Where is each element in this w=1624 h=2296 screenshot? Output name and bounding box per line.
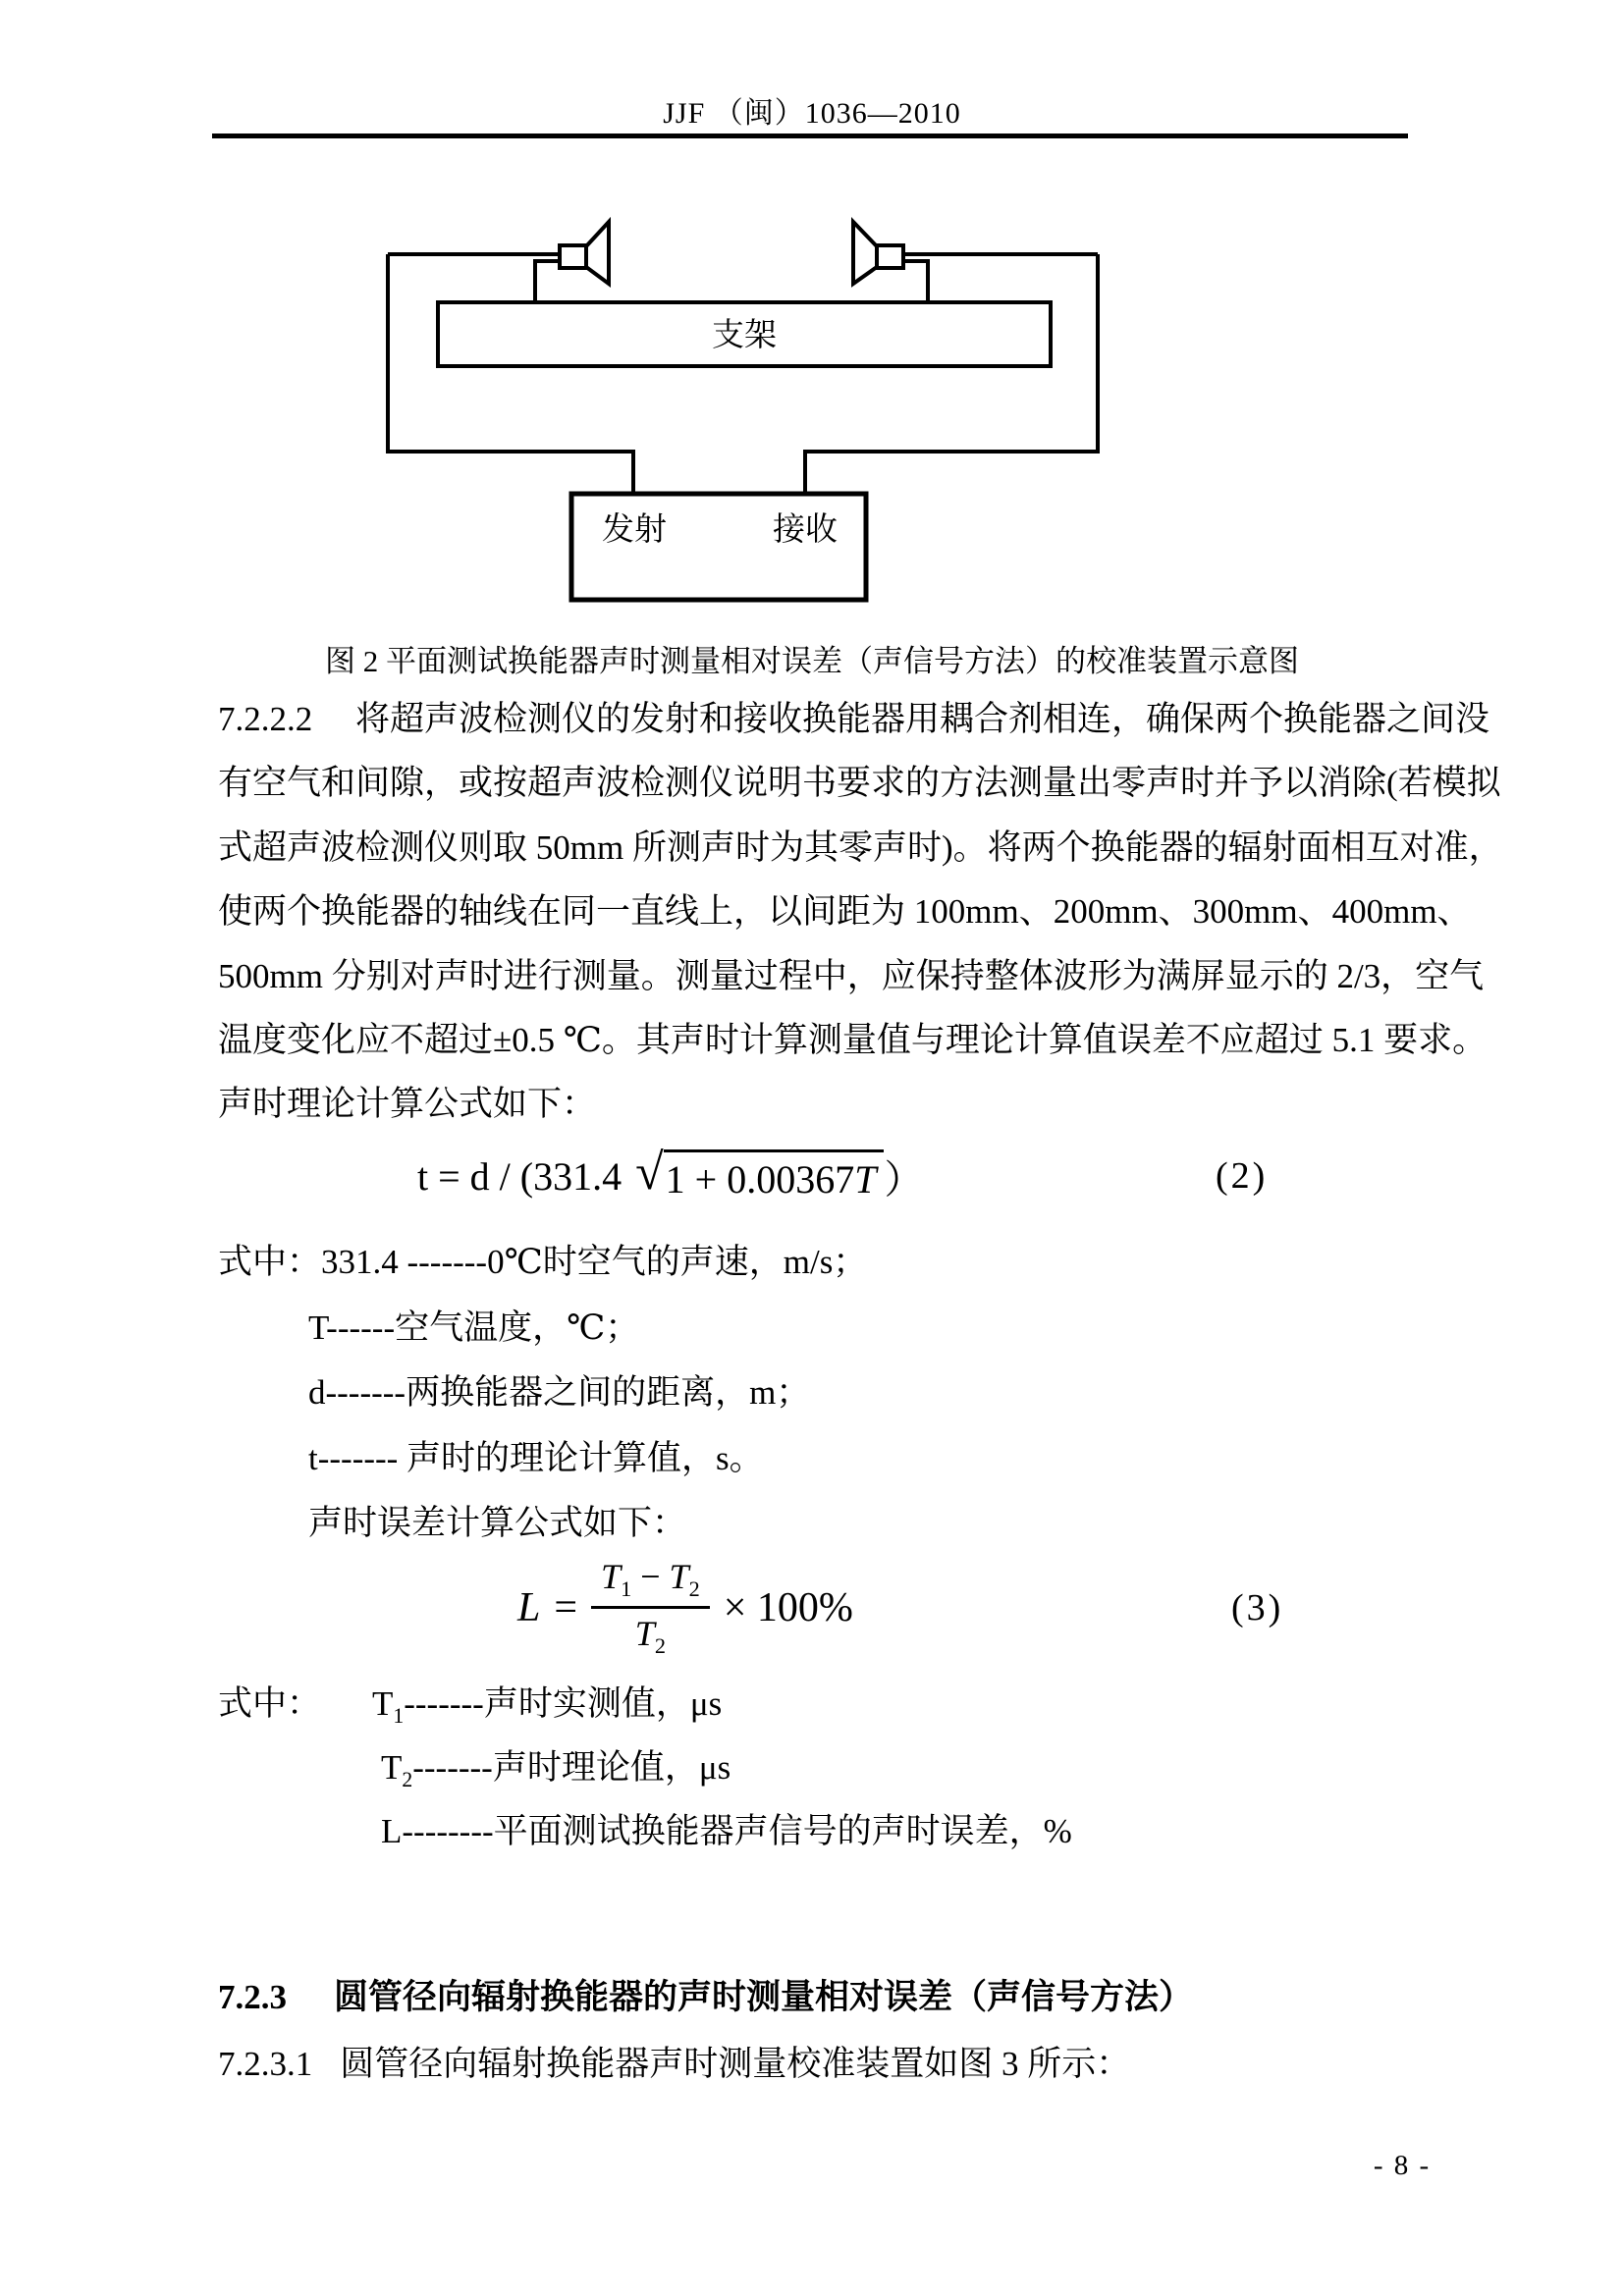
figure2-caption: 图 2 平面测试换能器声时测量相对误差（声信号方法）的校准装置示意图 bbox=[325, 644, 1299, 678]
paragraph-7-2-2-2 bbox=[218, 687, 1503, 1137]
fraction-denominator bbox=[635, 1609, 666, 1659]
term-base: T bbox=[381, 1748, 403, 1787]
formula-3-row bbox=[218, 1551, 1406, 1664]
numerator-var-a: T bbox=[601, 1556, 622, 1596]
section-title: 圆管径向辐射换能器的声时测量相对误差（声信号方法） bbox=[334, 1978, 1194, 2016]
term-line bbox=[218, 1799, 1406, 1863]
paragraph-line: 温度变化应不超过±0.5 ℃。其声时计算测量值与理论计算值误差不应超过 5.1 要求。 bbox=[218, 1020, 1488, 1059]
fraction bbox=[591, 1556, 710, 1659]
term-line: 声时误差计算公式如下： bbox=[308, 1504, 687, 1542]
paragraph-line: 有空气和间隙，或按超声波检测仪说明书要求的方法测量出零声时并予以消除(若模拟 bbox=[218, 764, 1501, 803]
numerator-var-b: T bbox=[669, 1556, 689, 1596]
square-root bbox=[635, 1145, 884, 1202]
section-7-2-3-1 bbox=[218, 2035, 1406, 2094]
transmit-label: 发射 bbox=[602, 512, 667, 548]
page-number: - 8 - bbox=[1373, 2150, 1432, 2181]
term-sub: 2 bbox=[402, 1768, 413, 1791]
left-transducer-body bbox=[560, 245, 586, 268]
formula2-rhs: ） bbox=[884, 1156, 924, 1201]
term-base: T bbox=[372, 1684, 394, 1723]
section-heading-7-2-3 bbox=[218, 1968, 1406, 2027]
frame-left-path bbox=[388, 254, 633, 494]
radical-sign: √ bbox=[635, 1145, 664, 1201]
document-header: JJF （闽）1036—2010 bbox=[663, 97, 961, 130]
header-rule bbox=[212, 133, 1408, 138]
figure2-diagram bbox=[363, 201, 1119, 609]
term-line: d-------两换能器之间的距离，m； bbox=[308, 1373, 811, 1412]
numerator-sub-b: 2 bbox=[688, 1576, 700, 1601]
radicand bbox=[664, 1149, 885, 1202]
term-rest: -------声时理论值，μs bbox=[412, 1748, 731, 1787]
numerator-sub-a: 1 bbox=[621, 1576, 632, 1601]
fraction-numerator bbox=[591, 1556, 710, 1609]
formula2-lhs: t = d / (331.4 bbox=[417, 1153, 623, 1199]
term-rest: -------声时实测值，μs bbox=[404, 1684, 723, 1723]
right-post bbox=[903, 261, 928, 302]
section-text: 圆管径向辐射换能器声时测量校准装置如图 3 所示： bbox=[340, 2045, 1131, 2083]
right-transducer-body bbox=[877, 245, 903, 268]
term-line bbox=[218, 1672, 1406, 1735]
paragraph-line: 声时理论计算公式如下： bbox=[218, 1085, 597, 1124]
formula2-terms bbox=[218, 1230, 1406, 1557]
denominator-var: T bbox=[634, 1614, 655, 1653]
frame-right-path bbox=[805, 254, 1098, 494]
minus-sign: − bbox=[640, 1556, 661, 1596]
formula-2-row bbox=[218, 1145, 1406, 1207]
formula3-lhs: L bbox=[517, 1584, 541, 1630]
equation-number-2: (2) bbox=[1216, 1155, 1269, 1197]
radicand-text: 1 + 0.00367 bbox=[665, 1157, 855, 1201]
term-line: 式中：331.4 -------0℃时空气的声速，m/s； bbox=[218, 1243, 868, 1281]
term-sub: 1 bbox=[393, 1704, 405, 1728]
radicand-variable: T bbox=[854, 1157, 877, 1201]
formula3-rhs: × 100% bbox=[723, 1584, 853, 1630]
term-line: T------空气温度，℃； bbox=[308, 1308, 640, 1347]
term-line bbox=[218, 1735, 1406, 1799]
equation-number-3: (3) bbox=[1231, 1586, 1284, 1629]
paragraph-line: 7.2.2.2 将超声波检测仪的发射和接收换能器用耦合剂相连，确保两个换能器之间没 bbox=[218, 700, 1490, 738]
left-transducer-horn bbox=[586, 222, 609, 284]
terms-intro: 式中： bbox=[218, 1684, 322, 1723]
section-number: 7.2.3.1 bbox=[218, 2045, 313, 2083]
receive-label: 接收 bbox=[773, 512, 838, 548]
denominator-sub: 2 bbox=[654, 1633, 666, 1659]
term-rest: --------平面测试换能器声信号的声时误差，% bbox=[402, 1812, 1072, 1850]
right-transducer-horn bbox=[853, 222, 877, 284]
paragraph-line: 使两个换能器的轴线在同一直线上，以间距为 100mm、200mm、300mm、400mm、 bbox=[218, 892, 1472, 932]
section-number: 7.2.3 bbox=[218, 1978, 287, 2016]
paragraph-line: 500mm 分别对声时进行测量。测量过程中，应保持整体波形为满屏显示的 2/3，空气 bbox=[218, 956, 1485, 995]
left-post bbox=[535, 261, 560, 302]
term-base: L bbox=[381, 1812, 403, 1850]
paragraph-line: 式超声波检测仪则取 50mm 所测声时为其零声时)。将两个换能器的辐射面相互对准， bbox=[218, 828, 1503, 867]
term-line: t------- 声时的理论计算值，s。 bbox=[308, 1438, 764, 1477]
bracket-label: 支架 bbox=[712, 318, 777, 353]
equals-sign: = bbox=[554, 1584, 578, 1630]
formula3-terms bbox=[218, 1672, 1406, 1863]
